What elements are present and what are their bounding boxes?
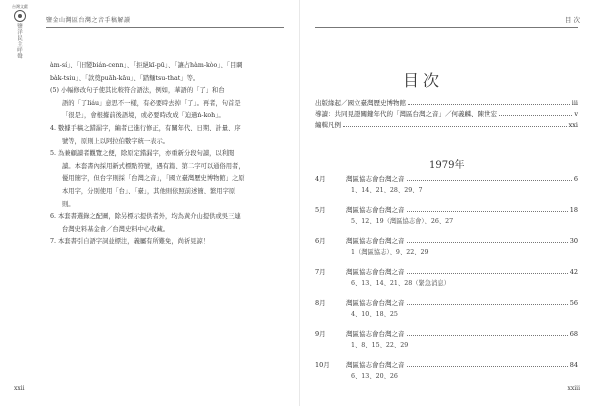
entry-title: 灣區協志會台灣之音 (346, 206, 405, 214)
leader-dots (407, 205, 568, 212)
toc-entry-title: 出版緣起／國立臺灣歷史博物館 (315, 99, 406, 107)
toc-entry[interactable] (315, 205, 578, 216)
body-line: 「很是」，會根據前後語境，或必要時改成「迫過ń-koh」。 (62, 112, 225, 120)
entry-issues: 4、10、18、25 (351, 311, 398, 318)
editorial-notes (48, 60, 286, 249)
toc-entry[interactable] (315, 236, 578, 247)
toc-entry[interactable] (315, 120, 578, 131)
entry-spacer (315, 289, 578, 298)
entry-month: 5月 (315, 206, 326, 214)
entry-spacer (315, 351, 578, 360)
body-line: bàk-tsiu」、「款奠puāh-kāu」、「踏麵tsu-that」等。 (50, 74, 200, 82)
entry-issues: 6、13、14、21、28（緊急消息） (351, 280, 451, 287)
entry-title: 灣區協志會台灣之音 (346, 175, 405, 183)
month-entry (315, 174, 578, 205)
leader-dots (408, 98, 570, 105)
entry-month: 4月 (315, 175, 326, 183)
logo-vertical-text: 鹽洋民主呼聲 (17, 24, 23, 60)
entry-issues: 1、14、21、28、29、7 (351, 187, 423, 194)
leader-dots (407, 174, 572, 181)
body-line: (5) 小幅修改句子使其比較符合語法，例如，華語的「了」和台 (50, 87, 225, 95)
toc-entry-page: iii (571, 99, 578, 107)
logo-top-text: 台灣文獻 (12, 4, 28, 9)
leader-dots (407, 329, 568, 336)
toc-heading: 目次 (403, 71, 444, 90)
body-line: 6. 本套書選錄之配圖，除另標示提供者外，均為黃介山提供或吳三連 (50, 213, 241, 221)
toc-entry-page: xxi (568, 121, 578, 129)
body-line: 本用字，分別使用「台」、「臺」，其他則依照前述簡、繁用字原 (62, 187, 236, 195)
entry-title: 灣區協志會台灣之音 (346, 268, 405, 276)
running-head-right: 目 次 (564, 16, 580, 24)
entry-month: 8月 (315, 299, 326, 307)
entry-page: 30 (569, 237, 578, 245)
leader-dots (407, 267, 568, 274)
month-entry (315, 360, 578, 382)
page-number-left: xxii (14, 385, 25, 392)
entry-issues: 5、12、19（灣區協志會）、26、27 (351, 218, 454, 225)
month-entry (315, 236, 578, 267)
body-line: 則。 (62, 200, 75, 208)
page-gutter (299, 0, 300, 406)
entry-month: 10月 (315, 361, 330, 369)
entry-issues: 1、8、15、22、29 (351, 342, 409, 349)
body-line: 5. 為兼顧讀者觀覽之便，除原定錯漏字，亦重新分段句讀，以利閱 (50, 150, 235, 158)
body-line: 4. 數據手稿之錯漏字，編者已進行修正，有關年代、日期、計量、序 (50, 124, 241, 132)
toc-entry[interactable] (315, 174, 578, 185)
body-line: 優用簡字，但台字則採「台灣之音」，「國立臺灣歷史博物館」之原 (62, 175, 245, 183)
body-line: 號等，原則上以阿拉伯數字統一表示。 (62, 137, 170, 145)
page-number-right: xxiii (567, 385, 580, 392)
toc-entry[interactable] (315, 98, 578, 109)
leader-dots (407, 236, 568, 243)
entry-title: 灣區協志會台灣之音 (346, 330, 405, 338)
body-line: 7. 本套書引自語字詞並標注，義屬有所難免，尚祈見諒！ (50, 238, 210, 246)
entry-issues: 6、13、20、26 (351, 373, 398, 380)
body-line: àm-sí」、「旧變bián-cenn」、「拒絕kī-pū」、「讓占hàm-kòo」、「目睭 (50, 62, 243, 69)
toc-entry[interactable] (315, 360, 578, 371)
toc-entry[interactable] (315, 298, 578, 309)
monthly-entries (315, 174, 578, 382)
entry-issues: 1（灣區協志）、9、22、29 (351, 249, 429, 256)
entry-month: 9月 (315, 330, 326, 338)
header-rule-left (46, 27, 284, 28)
month-entry (315, 205, 578, 236)
entry-page: 18 (569, 206, 578, 214)
toc-entry-title: 編輯凡例 (315, 121, 341, 129)
body-line: 讀。本套書內採用新式標點符號，遇有篇、第二字可以通俗用者， (62, 162, 245, 170)
leader-dots (407, 360, 568, 367)
toc-entry-page: v (574, 110, 578, 118)
entry-page: 68 (569, 330, 578, 338)
entry-month: 6月 (315, 237, 326, 245)
running-head-left: 鹽金山灣區台灣之音手稿解讀 (46, 17, 131, 24)
entry-title: 灣區協志會台灣之音 (346, 361, 405, 369)
month-entry (315, 298, 578, 329)
month-entry (315, 329, 578, 360)
leader-dots (407, 298, 568, 305)
year-heading: 1979年 (429, 160, 465, 171)
leader-dots (343, 120, 567, 127)
month-entry (315, 267, 578, 298)
entry-title: 灣區協志會台灣之音 (346, 237, 405, 245)
header-rule-right (315, 27, 578, 28)
front-matter-list (315, 98, 578, 131)
leader-dots (499, 109, 572, 116)
entry-page: 6 (573, 175, 578, 183)
entry-page: 56 (569, 299, 578, 307)
entry-month: 7月 (315, 268, 326, 276)
entry-spacer (315, 196, 578, 205)
entry-spacer (315, 227, 578, 236)
toc-entry-title: 導讀：共同見證關鍵年代的「灣區台灣之音」／何義麟、陳世宏 (315, 110, 497, 118)
toc-entry[interactable] (315, 267, 578, 278)
entry-page: 84 (569, 361, 578, 369)
entry-title: 灣區協志會台灣之音 (346, 299, 405, 307)
series-logo (5, 4, 35, 60)
entry-spacer (315, 320, 578, 329)
logo-emblem-icon (14, 10, 26, 22)
toc-entry[interactable] (315, 109, 578, 120)
body-line: 語的「了liáu」意思不一樣，有必要時去掉「了」。再者，句首是 (62, 99, 241, 107)
entry-spacer (315, 258, 578, 267)
toc-entry[interactable] (315, 329, 578, 340)
body-line: 台灣史料基金會／台灣史料中心收藏。 (62, 225, 170, 233)
entry-page: 42 (569, 268, 578, 276)
